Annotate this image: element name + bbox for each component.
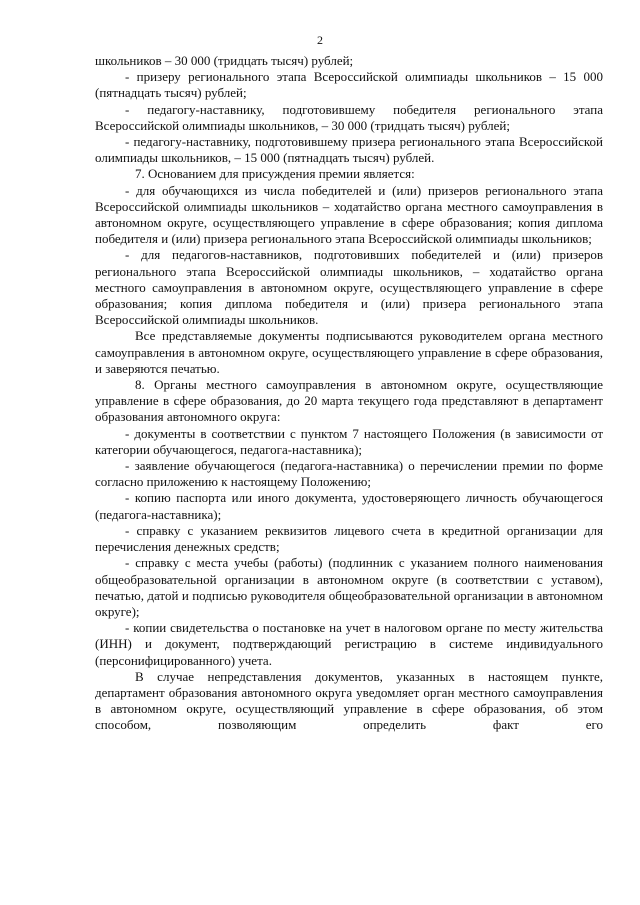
paragraph: школьников – 30 000 (тридцать тысяч) рублей; [95, 53, 354, 68]
page-number: 2 [317, 33, 323, 47]
paragraph: 7. Основанием для присуждения премии является: [135, 166, 415, 182]
paragraph: - справку с места учебы (работы) (подлинник с указанием полного наименования общеобразовательной организации в автономном округе (в соответствии с уставом), печатью, датой и подписью руководителя общеобразовательной организации в автономном округе); [95, 555, 603, 619]
paragraph: - призеру регионального этапа Всероссийской олимпиады школьников – 15 000 (пятнадцать тысяч) рублей; [95, 69, 603, 101]
paragraph: - педагогу-наставнику, подготовившему призера регионального этапа Всероссийской олимпиады школьников, – 15 000 (пятнадцать тысяч) рублей. [95, 134, 603, 166]
paragraph: - копию паспорта или иного документа, удостоверяющего личность обучающегося (педагога-наставника); [95, 490, 603, 522]
paragraph: - копии свидетельства о постановке на учет в налоговом органе по месту жительства (ИНН) и документ, подтверждающий регистрацию в системе индивидуального (персонифицированного) учета. [95, 620, 603, 668]
paragraph: - для педагогов-наставников, подготовивших победителей и (или) призеров регионального этапа Всероссийской олимпиады школьников, – ходатайство органа местного самоуправления в автономном округе, осуществляющего управление в сфере образования; копия диплома победителя и (или) призера регионального этапа Всероссийской олимпиады школьников. [95, 247, 603, 328]
paragraph: - педагогу-наставнику, подготовившему победителя регионального этапа Всероссийской олимпиады школьников, – 30 000 (тридцать тысяч) рублей; [95, 101, 603, 133]
paragraph: - заявление обучающегося (педагога-наставника) о перечислении премии по форме согласно приложению к настоящему Положению; [95, 458, 603, 490]
paragraph: Все представляемые документы подписываются руководителем органа местного самоуправления в автономном округе, осуществляющего управление в сфере образования, и заверяются печатью. [95, 328, 603, 376]
document-body [95, 53, 603, 734]
paragraph: - справку с указанием реквизитов лицевого счета в кредитной организации для перечисления денежных средств; [95, 522, 603, 555]
paragraph: В случае непредставления документов, указанных в настоящем пункте, департамент образования автономного округа уведомляет орган местного самоуправления в автономном округе, осуществляющий управление в сфере образования, об этом способом, позволяющим определить факт его [95, 668, 603, 733]
paragraph: - для обучающихся из числа победителей и (или) призеров регионального этапа Всероссийской олимпиады школьников – ходатайство органа местного самоуправления в автономном округе, осуществляющего управление в сфере образования; копия диплома победителя и (или) призера регионального этапа Всероссийской олимпиады школьников; [95, 182, 603, 247]
paragraph: 8. Органы местного самоуправления в автономном округе, осуществляющие управление в сфере образования, до 20 марта текущего года представляют в департамент образования автономного округа: [95, 377, 603, 425]
paragraph: - документы в соответствии с пунктом 7 настоящего Положения (в зависимости от категории обучающегося, педагога-наставника); [95, 425, 603, 457]
